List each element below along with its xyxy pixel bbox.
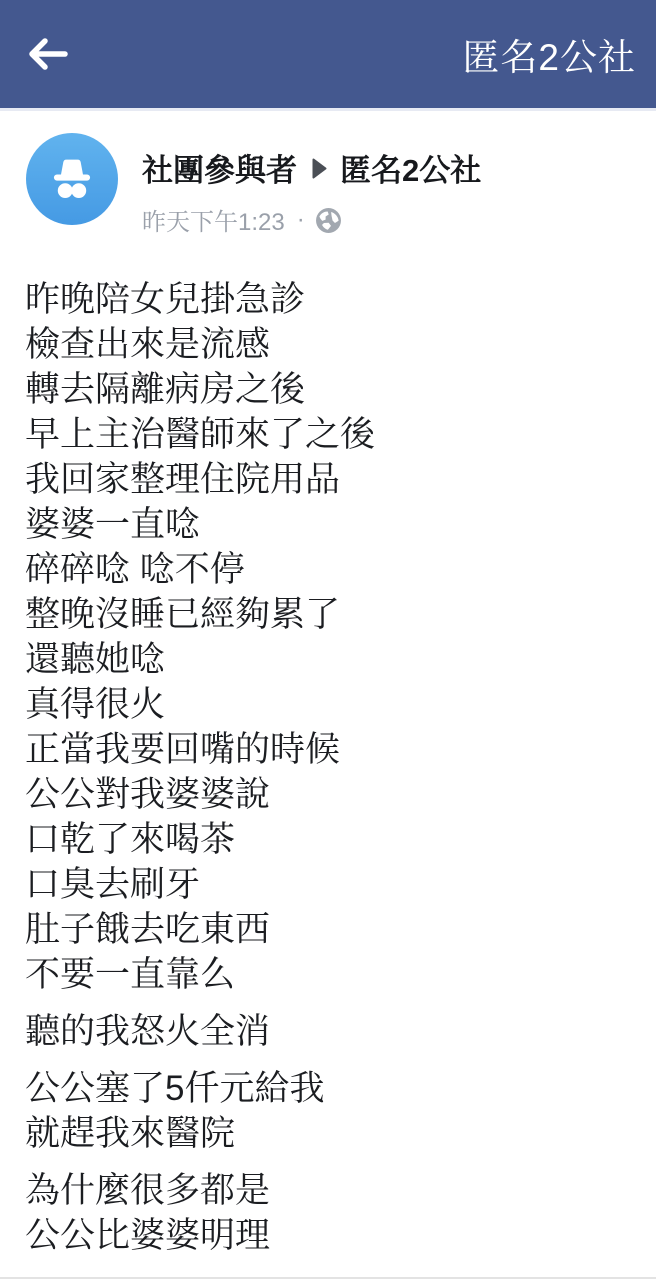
post-paragraph — [25, 1066, 632, 1156]
post-line: 不要一直靠么 — [25, 955, 236, 994]
post-paragraph — [25, 1168, 632, 1258]
post-line: 公公塞了5仟元給我 — [25, 1069, 325, 1108]
incognito-icon — [41, 148, 103, 210]
post-line: 聽的我怒火全消 — [25, 1012, 271, 1051]
post-line: 還聽她唸 — [25, 640, 166, 679]
avatar[interactable] — [26, 133, 118, 225]
post-line: 為什麼很多都是 — [25, 1171, 271, 1210]
dot-separator: · — [296, 205, 305, 233]
navbar — [0, 0, 656, 108]
post-paragraph — [25, 277, 632, 997]
group-name[interactable]: 匿名2公社 — [340, 153, 482, 188]
caret-right-icon — [311, 157, 328, 180]
arrow-left-icon — [27, 37, 69, 71]
post-line: 早上主治醫師來了之後 — [25, 415, 376, 454]
post-header-text — [142, 133, 481, 237]
post-header — [0, 111, 656, 237]
post-line: 婆婆一直唸 — [25, 505, 201, 544]
back-button[interactable] — [26, 34, 70, 74]
name-row — [142, 145, 481, 190]
post-line: 公公比婆婆明理 — [25, 1216, 271, 1255]
author-name[interactable]: 社團參與者 — [142, 153, 297, 188]
post-line: 昨晚陪女兒掛急診 — [25, 280, 306, 319]
post-line: 轉去隔離病房之後 — [25, 370, 306, 409]
post-body — [0, 237, 656, 1258]
globe-public-icon — [315, 207, 342, 234]
post-line: 正當我要回嘴的時候 — [25, 730, 341, 769]
post-line: 碎碎唸 唸不停 — [25, 550, 245, 589]
post-line: 就趕我來醫院 — [25, 1114, 236, 1153]
page-title: 匿名2公社 — [462, 37, 636, 78]
post-line: 公公對我婆婆說 — [25, 775, 271, 814]
post-line: 檢查出來是流感 — [25, 325, 271, 364]
post-line: 口臭去刷牙 — [25, 865, 201, 904]
post-line: 肚子餓去吃東西 — [25, 910, 271, 949]
post-line: 真得很火 — [25, 685, 166, 724]
post-line: 口乾了來喝茶 — [25, 820, 236, 859]
post-paragraph — [25, 1009, 632, 1054]
bottom-divider — [0, 1277, 656, 1279]
post-line: 我回家整理住院用品 — [25, 460, 341, 499]
timestamp-row — [142, 202, 481, 237]
post-line: 整晚沒睡已經夠累了 — [25, 595, 341, 634]
timestamp[interactable]: 昨天下午1:23 — [142, 209, 285, 236]
